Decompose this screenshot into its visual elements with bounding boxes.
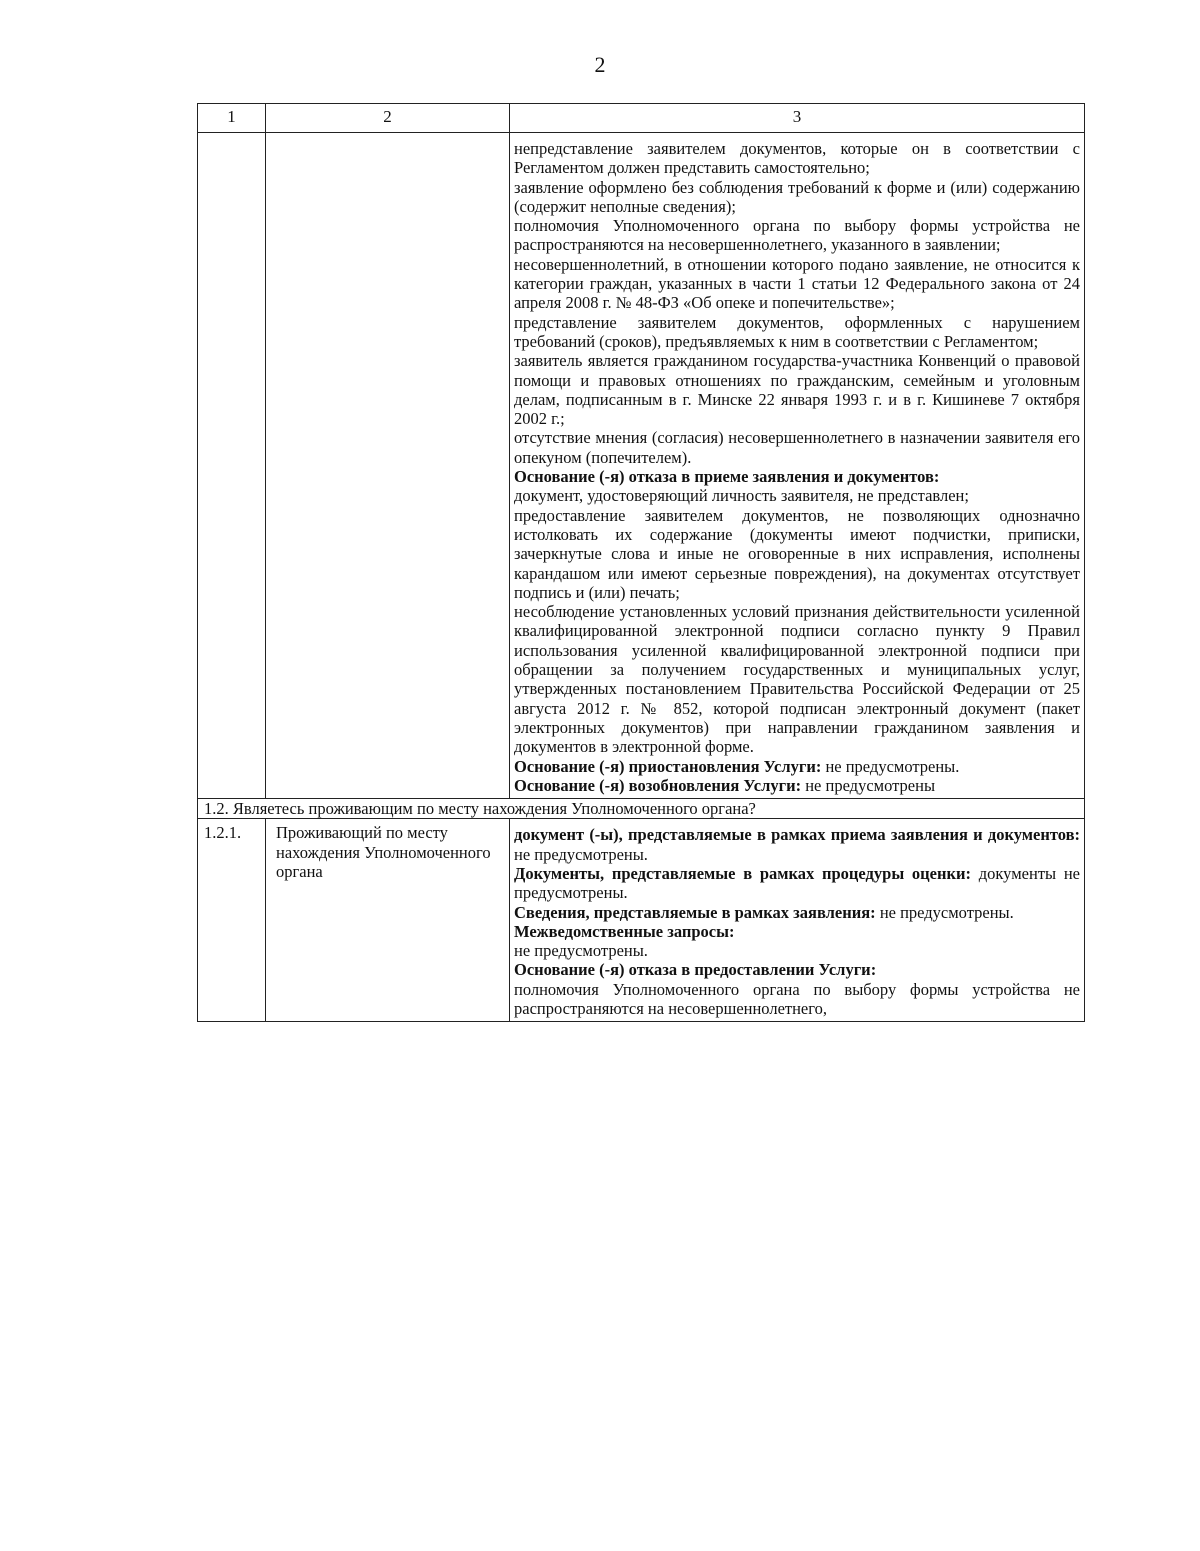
paragraph — [514, 825, 1080, 864]
paragraph-text: полномочия Уполномоченного органа по выбору формы устройства не распространяются на несовершеннолетнего, — [514, 979, 1080, 1019]
paragraph — [514, 776, 1080, 795]
paragraph-text: документы не предусмотрены. — [514, 863, 1080, 903]
section-title: 1.2. Являетесь проживающим по месту нахождения Уполномоченного органа? — [198, 799, 1085, 819]
paragraph-text: отсутствие мнения (согласия) несовершеннолетнего в назначении заявителя его опекуном (попечителем). — [514, 428, 1080, 467]
conditions-list — [514, 139, 1080, 795]
bold-heading: Сведения, представляемые в рамках заявления: — [514, 902, 876, 922]
bold-heading: Основание (-я) отказа в предоставлении Услуги: — [514, 960, 877, 980]
row-label-cell — [266, 133, 510, 799]
column-header-3: 3 — [510, 104, 1085, 133]
paragraph-text: несоблюдение установленных условий признания действительности усиленной квалифицированной электронной подписи согласно пункту 9 Правил использования усиленной квалифицированной электронной подписи при обращении за получением государственных и муниципальных услуг, утвержденных постановлением Правительства Российской Федерации от 25 августа 2012 г. № 852, которой подписан электронный документ (пакет электронных документов) при направлении гражданином заявления и документов в электронной форме. — [514, 602, 1080, 757]
paragraph — [514, 922, 1080, 941]
paragraph — [514, 428, 1080, 467]
paragraph-text: предоставление заявителем документов, не позволяющих однозначно истолковать их содержание (документы имеют подчистки, приписки, зачеркнутые слова и иные не оговоренные в них исправления, исполнены карандашом или имеют серьезные повреждения), на документах отсутствует подпись и (или) печать; — [514, 505, 1080, 602]
paragraph — [514, 980, 1080, 1019]
column-header-2: 2 — [266, 104, 510, 133]
paragraph-text: не предусмотрены. — [821, 756, 960, 776]
paragraph — [514, 757, 1080, 776]
paragraph-text: заявление оформлено без соблюдения требований к форме и (или) содержанию (содержит неполные сведения); — [514, 177, 1080, 216]
section-row — [198, 799, 1085, 819]
paragraph-text: заявитель является гражданином государства-участника Конвенций о правовой помощи и правовых отношениях по гражданским, семейным и уголовным делам, подписанным в г. Минске 22 января 1993 г. и в г. Кишиневе 7 октября 2002 г.; — [514, 351, 1080, 429]
row-number: 1.2.1. — [198, 819, 266, 1022]
paragraph-text: представление заявителем документов, оформленных с нарушением требований (сроков), предъявляемых к ним в соответствии с Регламентом; — [514, 312, 1080, 351]
bold-heading: Межведомственные запросы: — [514, 921, 735, 941]
paragraph — [514, 486, 1080, 505]
paragraph-text: не предусмотрены. — [514, 941, 648, 961]
documents-list — [514, 825, 1080, 1018]
paragraph-text: несовершеннолетний, в отношении которого подано заявление, не относится к категории граждан, указанных в части 1 статьи 12 Федерального закона от 24 апреля 2008 г. № 48-ФЗ «Об опеке и попечительстве»; — [514, 254, 1080, 313]
paragraph — [514, 178, 1080, 217]
paragraph — [514, 139, 1080, 178]
table-header-row — [198, 104, 1085, 133]
row-label: Проживающий по месту нахождения Уполномоченного органа — [266, 819, 510, 1022]
paragraph — [514, 941, 1080, 960]
documents-cell — [510, 819, 1085, 1022]
page-number: 2 — [594, 52, 606, 77]
paragraph-text: не предусмотрены — [801, 775, 936, 795]
paragraph — [514, 903, 1080, 922]
requirements-table — [197, 103, 1085, 1022]
paragraph — [514, 506, 1080, 602]
paragraph-text: не предусмотрены. — [875, 902, 1014, 922]
paragraph — [514, 602, 1080, 756]
bold-heading: Основание (-я) приостановления Услуги: — [514, 756, 822, 776]
paragraph — [514, 313, 1080, 352]
paragraph — [514, 216, 1080, 255]
paragraph-text: полномочия Уполномоченного органа по выбору формы устройства не распространяются на несовершеннолетнего, указанного в заявлении; — [514, 216, 1080, 255]
paragraph-text: документ, удостоверяющий личность заявителя, не представлен; — [514, 486, 969, 506]
conditions-cell — [510, 133, 1085, 799]
bold-heading: Основание (-я) возобновления Услуги: — [514, 775, 802, 795]
table-row — [198, 133, 1085, 799]
column-header-1: 1 — [198, 104, 266, 133]
paragraph — [514, 255, 1080, 313]
paragraph-text: непредставление заявителем документов, которые он в соответствии с Регламентом должен представить самостоятельно; — [514, 139, 1080, 178]
row-number-cell — [198, 133, 266, 799]
bold-heading: Основание (-я) отказа в приеме заявления и документов: — [514, 467, 940, 487]
paragraph — [514, 351, 1080, 428]
bold-heading: Документы, представляемые в рамках процедуры оценки: — [514, 863, 972, 883]
table-row — [198, 819, 1085, 1022]
paragraph — [514, 864, 1080, 903]
paragraph-text: не предусмотрены. — [514, 844, 648, 864]
paragraph — [514, 960, 1080, 979]
paragraph — [514, 467, 1080, 486]
bold-heading: документ (-ы), представляемые в рамках приема заявления и документов: — [514, 825, 1080, 845]
